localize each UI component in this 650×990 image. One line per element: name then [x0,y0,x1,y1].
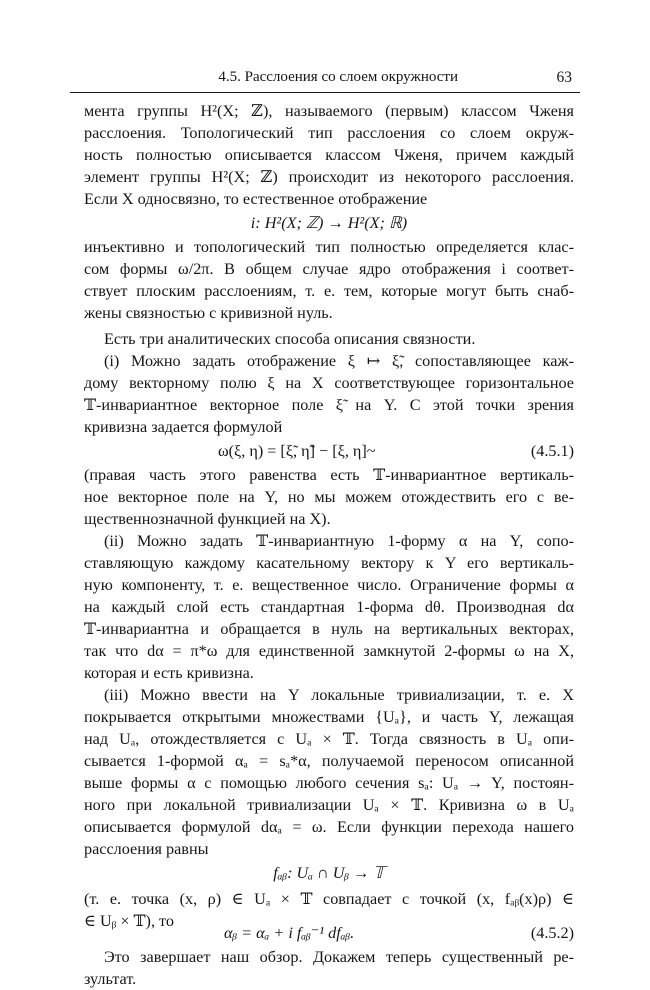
text-line: ное векторное поле на Y, но мы можем отождествить его с ве- [84,488,574,506]
text-line: щественнозначной функцией на X). [84,510,331,528]
text-line: ность полностью описывается классом Чженя, причем каждый [84,146,574,164]
text-line: покрывается открытыми множествами {Uₐ}, и часть Y, лежащая [84,708,574,726]
text-line: Есть три аналитических способа описания связности. [104,330,476,348]
page-body [84,100,574,988]
text-line: описывается формулой dαₐ = ω. Если функции перехода нашего [84,818,574,836]
text-line: расслоения. Топологический тип расслоения со слоем окруж- [84,124,574,142]
text-line: расслоения равны [84,840,209,858]
text-line: выше формы α с помощью любого сечения sₐ: Uₐ → Y, постоян- [84,774,574,792]
text-line: над Uₐ, отождествляется с Uₐ × 𝕋. Тогда связность в Uₐ опи- [84,730,574,748]
running-header [70,66,580,93]
page-number: 63 [556,69,572,86]
text-line: сом формы ω/2π. В общем случае ядро отображения i соответ- [84,260,574,278]
text-line: инъективно и топологический тип полностью определяется клас- [84,238,574,256]
text-line: ∈ Uᵦ × 𝕋), то [84,912,174,930]
text-line: ствует плоским расслоениям, т. е. тем, которые могут быть снаб- [84,282,574,300]
text-line: (т. е. точка (x, ρ) ∈ Uₐ × 𝕋 совпадает с точкой (x, fₐᵦ(x)ρ) ∈ [84,890,574,908]
formula-line: i: H²(X; ℤ) → H²(X; ℝ) [250,214,408,232]
formula-line: fₐᵦ: Uₐ ∩ Uᵦ → 𝕋 [273,864,385,882]
text-line: 𝕋-инвариантна и обращается в нуль на вертикальных векторах, [84,620,574,638]
text-line: ставляющую каждому касательному вектору к Y его вертикаль- [84,554,574,572]
text-line: мента группы H²(X; ℤ), называемого (первым) классом Чженя [84,102,574,120]
text-line: (правая часть этого равенства есть 𝕋-инвариантное вертикаль- [84,466,574,484]
text-line: (iii) Можно ввести на Y локальные тривиализации, т. е. X [104,686,574,704]
text-line: дому векторному полю ξ на X соответствующее горизонтальное [84,374,574,392]
text-line: которая и есть кривизна. [84,664,254,682]
text-line: элемент группы H²(X; ℤ) происходит из некоторого расслоения. [84,168,574,186]
text-line: жены связностью с кривизной нуль. [84,304,333,322]
text-line: Если X односвязно, то естественное отображение [84,190,428,208]
text-line: (ii) Можно задать 𝕋-инвариантную 1-форму α на Y, сопо- [104,532,574,550]
text-line: на каждый слой есть стандартная 1-форма dθ. Производная dα [84,598,574,616]
text-line: 𝕋-инвариантное векторное поле ξ̃ на Y. С этой точки зрения [84,396,574,414]
text-line: ную компоненту, т. е. вещественное число. Ограничение формы α [84,576,574,594]
text-line: сывается 1-формой αₐ = sₐ*α, получаемой переносом описанной [84,752,574,770]
equation-4-5-1 [84,440,574,462]
equation-number: (4.5.1) [530,442,574,460]
text-line: зультат. [84,970,137,988]
section-title: 4.5. Расслоения со слоем окружности [218,69,458,85]
text-line: (i) Можно задать отображение ξ ↦ ξ̃, сопоставляющее каж- [104,352,574,370]
equation-number: (4.5.2) [530,924,574,942]
text-line: кривизна задается формулой [84,418,283,436]
equation-body: ω(ξ, η) = [ξ̃, η̃] − [ξ, η]~ [218,442,376,460]
equation-body: αᵦ = αₐ + i fₐᵦ⁻¹ dfₐᵦ. [224,924,355,942]
text-line: так что dα = π*ω для единственной замкнутой 2-формы ω на X, [84,642,574,660]
text-line: Это завершает наш обзор. Докажем теперь существенный ре- [104,948,574,966]
equation-4-5-2 [84,922,574,944]
text-line: ного при локальной тривиализации Uₐ × 𝕋. Кривизна ω в Uₐ [84,796,574,814]
